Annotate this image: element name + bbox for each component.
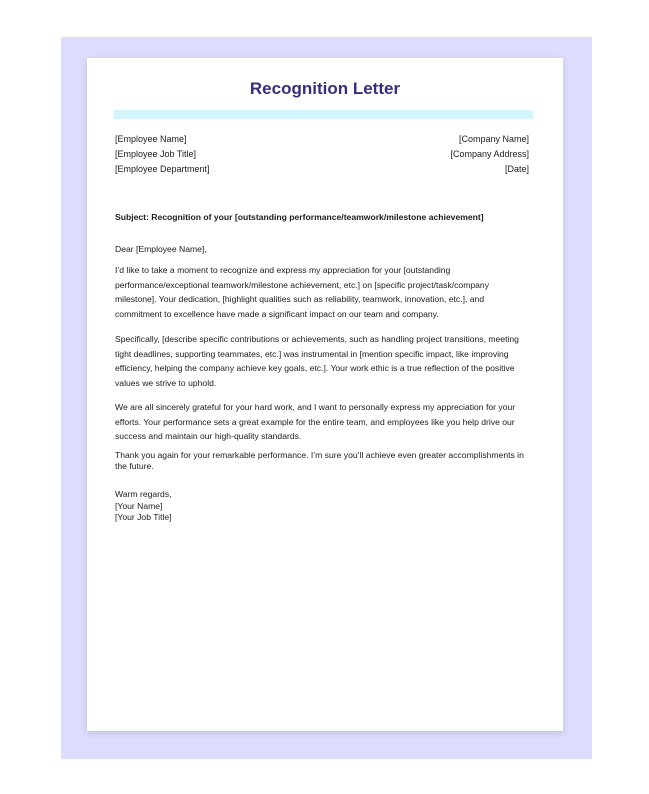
company-info-block [450,132,529,177]
letter-salutation: Dear [Employee Name], [115,244,207,254]
body-paragraph-3: We are all sincerely grateful for your hard work, and I want to personally express my appreciation for your efforts. Your performance sets a great example for the entire team, and employees like you help drive our success and maintain our high-quality standards. [115,402,516,441]
employee-department: [Employee Department] [115,164,210,174]
signer-job-title: [Your Job Title] [115,512,172,522]
body-paragraph-2: Specifically, [describe specific contributions or achievements, such as handling project transitions, meeting tight deadlines, supporting teammates, etc.] was instrumental in [mention specific impact, like improving efficiency, helping the company achieve key goals, etc.]. Your work ethic is a true reflection of the positive values we strive to uphold. [115,334,519,388]
sign-off: Warm regards, [115,489,172,499]
letter-date: [Date] [504,164,529,174]
letter-closing [115,489,172,524]
company-address: [Company Address] [450,149,529,159]
company-name: [Company Name] [458,134,529,144]
body-paragraph-1: I’d like to take a moment to recognize and express my appreciation for your [outstanding performance/exceptional teamwork/milestone achievement, etc.] on [specific project/task/company milestone]. Your dedication, [highlight qualities such as reliability, teamwork, innovation, etc.], and commitment to excellence have made a significant impact on our team and company. [115,265,490,319]
letter-page [87,58,563,731]
employee-job-title: [Employee Job Title] [115,149,197,159]
letter-subject: Subject: Recognition of your [outstanding performance/teamwork/milestone achievement] [115,212,484,222]
body-paragraph-4: Thank you again for your remarkable performance. I’m sure you’ll achieve even greater accomplishments in the future. [115,450,524,471]
header-band [114,110,533,119]
employee-name: [Employee Name] [115,134,187,144]
signer-name: [Your Name] [115,500,163,511]
letter-title: Recognition Letter [249,79,401,98]
employee-info-block [115,132,210,177]
